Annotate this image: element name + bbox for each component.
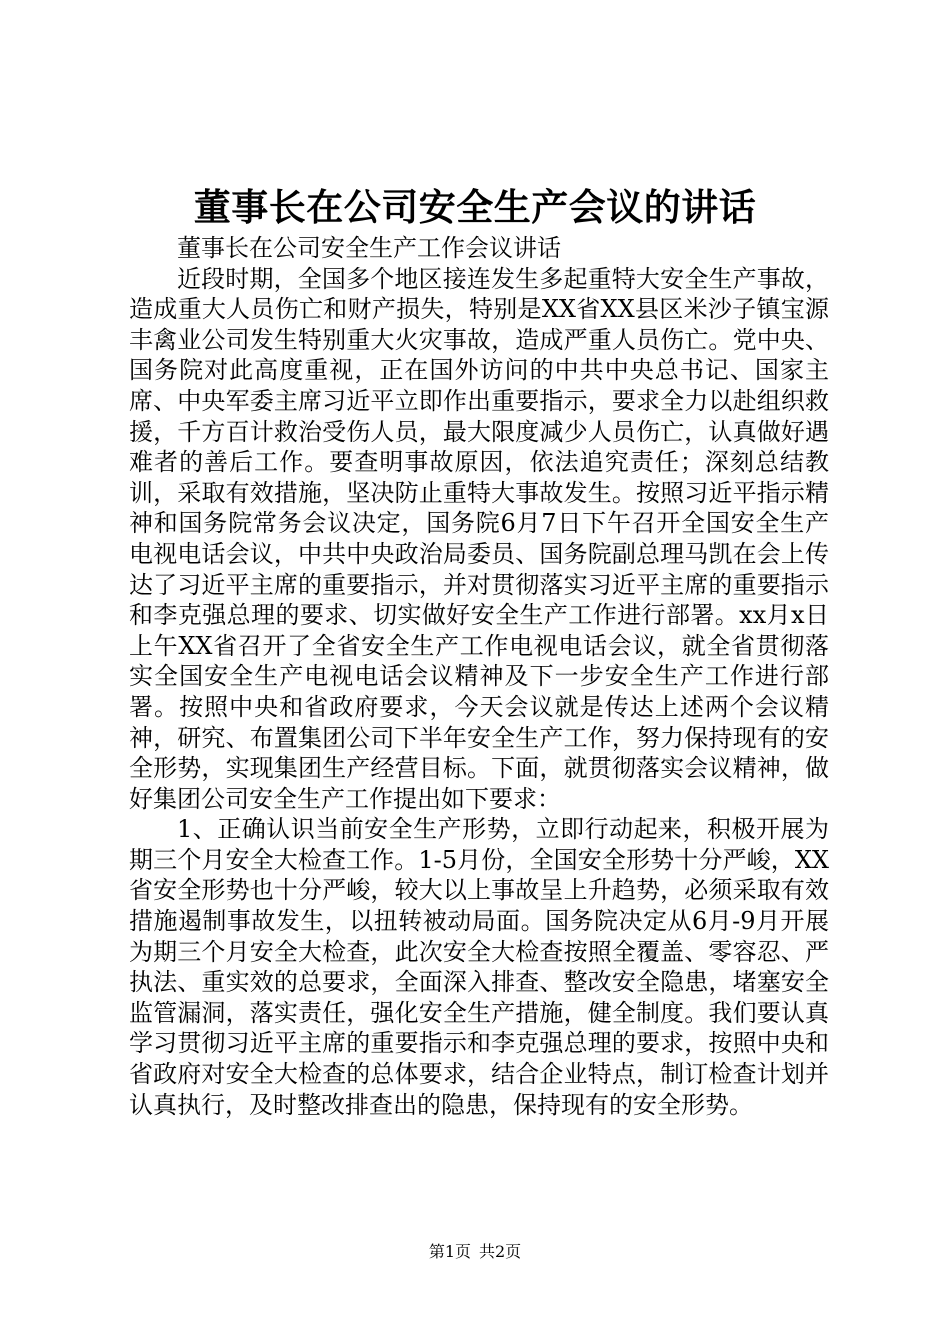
- page-footer: [0, 1241, 950, 1263]
- page-number-current: 第1页: [428, 1242, 471, 1261]
- document-body: [129, 233, 829, 1120]
- page-number-total: 共2页: [479, 1242, 522, 1261]
- document-title: 董事长在公司安全生产会议的讲话: [193, 185, 757, 229]
- paragraph-intro: 近段时期，全国多个地区接连发生多起重特大安全生产事故，造成重大人员伤亡和财产损失，特别是XX省XX县区米沙子镇宝源丰禽业公司发生特别重大火灾事故，造成严重人员伤亡。党中央、国务院对此高度重视，正在国外访问的中共中央总书记、国家主席、中央军委主席习近平立即作出重要指示，要求全力以赴组织救援，千方百计救治受伤人员，最大限度减少人员伤亡，认真做好遇难者的善后工作。要查明事故原因，依法追究责任；深刻总结教训，采取有效措施，坚决防止重特大事故发生。按照习近平指示精神和国务院常务会议决定，国务院6月7日下午召开全国安全生产电视电话会议，中共中央政治局委员、国务院副总理马凯在会上传达了习近平主席的重要指示，并对贯彻落实习近平主席的重要指示和李克强总理的要求、切实做好安全生产工作进行部署。xx月x日上午XX省召开了全省安全生产工作电视电话会议，就全省贯彻落实全国安全生产电视电话会议精神及下一步安全生产工作进行部署。按照中央和省政府要求，今天会议就是传达上述两个会议精神，研究、布置集团公司下半年安全生产工作，努力保持现有的安全形势，实现集团生产经营目标。下面，就贯彻落实会议精神，做好集团公司安全生产工作提出如下要求：: [129, 264, 829, 813]
- document-subtitle: 董事长在公司安全生产工作会议讲话: [177, 234, 561, 262]
- paragraph-point-1: 1、正确认识当前安全生产形势，立即行动起来，积极开展为期三个月安全大检查工作。1-5月份，全国安全形势十分严峻，XX省安全形势也十分严峻，较大以上事故呈上升趋势，必须采取有效措施遏制事故发生，以扭转被动局面。国务院决定从6月-9月开展为期三个月安全大检查，此次安全大检查按照全覆盖、零容忍、严执法、重实效的总要求，全面深入排查、整改安全隐患，堵塞安全监管漏洞，落实责任，强化安全生产措施，健全制度。我们要认真学习贯彻习近平主席的重要指示和李克强总理的要求，按照中央和省政府对安全大检查的总体要求，结合企业特点，制订检查计划并认真执行，及时整改排查出的隐患，保持现有的安全形势。: [129, 815, 829, 1119]
